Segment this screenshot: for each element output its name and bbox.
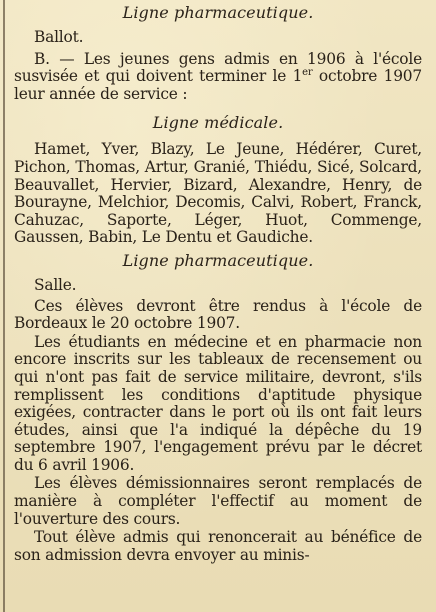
paragraph-tout-eleve: Tout élève admis qui renoncerait au bénéfice de son admission devra envoyer au minis- [14, 528, 422, 564]
names-list-medicale: Hamet, Yver, Blazy, Le Jeune, Hédérer, Curet, Pichon, Thomas, Artur, Granié, Thiédu, Sicé, Solcard, Beauvallet, Hervier, Bizard, Alexandre, Henry, de Bourayne, Melchior, Decomis, Calvi, Robert, Franck, Cahuzac, Saporte, Léger, Huot, Commenge, Gaussen, Babin, Le Dentu et Gaudiche. [14, 140, 422, 247]
paragraph-b [14, 51, 422, 104]
paragraph-b-text-start: B. — Les jeunes gens admis en 1906 à l'école susvisée et qui doivent terminer le 1 [14, 49, 422, 86]
paragraph-etudiants: Les étudiants en médecine et en pharmacie non encore inscrits sur les tableaux de recensement ou qui n'ont pas fait de service militaire, devront, s'ils remplissent les conditions d'aptitude physique exigées, contracter dans le port où ils ont fait leurs études, ainsi que l'a indiqué la dépêche du 19 septembre 1907, l'engagement prévu par le décret du 6 avril 1906. [14, 332, 422, 474]
heading-ligne-pharmaceutique-top: Ligne pharmaceutique. [122, 3, 314, 22]
ballot-line: Ballot. [34, 28, 84, 46]
heading-ligne-pharmaceutique-second: Ligne pharmaceutique. [122, 250, 314, 270]
paragraph-demissionnaires: Les élèves démissionnaires seront remplacés de manière à compléter l'effectif au moment de l'ouverture des cours. [14, 474, 422, 528]
heading-ligne-medicale: Ligne médicale. [152, 113, 284, 133]
column-rule [3, 0, 5, 612]
paragraph-b-superscript: er [302, 67, 313, 79]
text-column [14, 0, 422, 564]
paragraph-eleves-rendus: Ces élèves devront être rendus à l'école de Bordeaux le 20 octobre 1907. [14, 296, 422, 333]
paragraph-b-text-end: octobre 1907 leur année de service : [14, 67, 422, 103]
salle-line: Salle. [34, 275, 77, 294]
